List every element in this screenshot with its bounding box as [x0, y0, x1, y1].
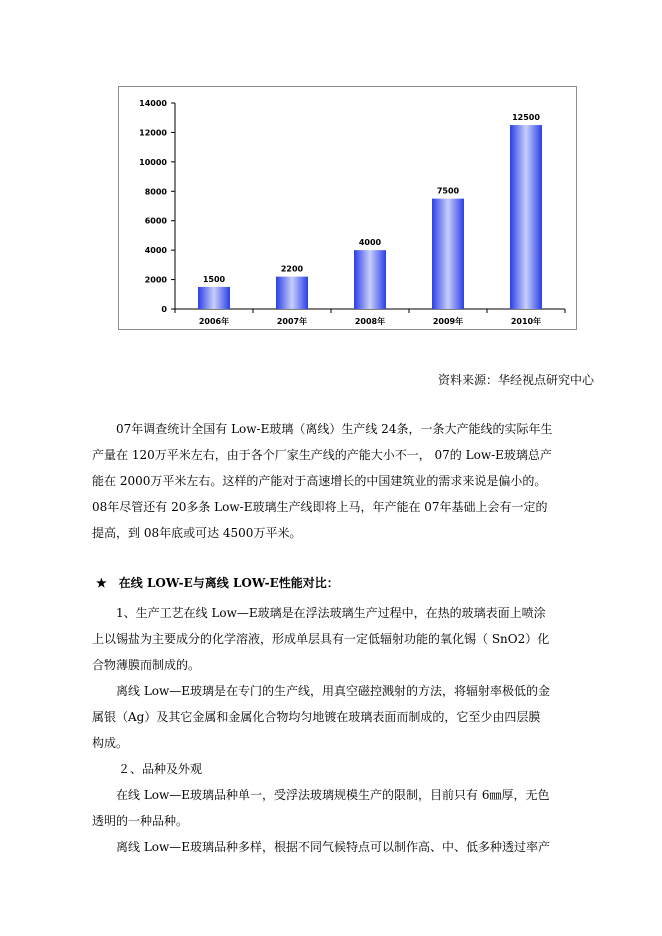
star-icon: ★ [96, 576, 107, 590]
text-line: 提高，到 08年底或可达 4500万平米。 [92, 526, 302, 540]
text-line: 能在 2000万平米左右。这样的产能对于高速增长的中国建筑业的需求来说是偏小的。 [92, 474, 547, 488]
text-line: 合物薄膜而制成的。 [92, 658, 201, 672]
text-line: 构成。 [92, 736, 129, 750]
bar [198, 287, 230, 309]
paragraph-varieties-heading [92, 756, 602, 782]
source-note: 资料来源：华经视点研究中心 [437, 373, 594, 387]
text-line: ２、品种及外观 [118, 762, 203, 776]
heading-text: 在线 LOW-E与离线 LOW-E性能对比： [118, 576, 339, 590]
text-line: 离线 Low—E玻璃品种多样，根据不同气候特点可以制作高、中、低多种透过率产 [116, 840, 551, 854]
y-tick-label: 2000 [144, 275, 167, 285]
text-line: 07年调查统计全国有 Low-E玻璃（离线）生产线 24条，一条大产能线的实际年生 [116, 422, 553, 436]
y-tick-label: 8000 [144, 187, 167, 197]
data-label: 4000 [358, 238, 382, 248]
text-line: 离线 Low—E玻璃是在专门的生产线，用真空磁控溅射的方法，将辐射率极低的金 [116, 684, 551, 698]
bar [510, 125, 542, 309]
text-line: 在线 Low—E玻璃品种单一，受浮法玻璃规模生产的限制，目前只有 6㎜厚，无色 [116, 788, 550, 802]
text-line: 1、生产工艺在线 Low—E玻璃是在浮法玻璃生产过程中，在热的玻璃表面上喷涂 [116, 606, 546, 620]
bar-chart [118, 86, 577, 330]
paragraph-offline-variety [92, 834, 602, 860]
data-label: 1500 [202, 274, 226, 284]
text-line: 上以锡盐为主要成分的化学溶液，形成单层具有一定低辐射功能的氧化锡（ SnO2）化 [92, 632, 550, 646]
paragraph-online-variety [92, 782, 602, 834]
paragraph-production-stats [92, 416, 602, 546]
y-tick-label: 12000 [139, 128, 167, 138]
paragraph-process [92, 600, 602, 678]
x-tick-label: 2007年 [276, 317, 308, 326]
data-label: 12500 [512, 113, 540, 123]
y-tick-label: 10000 [139, 157, 167, 167]
x-tick-label: 2010年 [510, 317, 542, 326]
y-tick-label: 4000 [144, 246, 167, 256]
y-tick-label: 6000 [144, 216, 167, 226]
x-tick-label: 2009年 [432, 317, 464, 326]
section-heading [96, 574, 339, 591]
x-tick-label: 2008年 [354, 317, 386, 326]
bar [354, 250, 386, 309]
text-line: 08年尽管还有 20多条 Low-E玻璃生产线即将上马，年产能在 07年基础上会有一定的 [92, 500, 548, 514]
data-label: 2200 [280, 264, 304, 274]
y-tick-label: 14000 [139, 99, 167, 108]
y-tick-label: 0 [161, 305, 167, 314]
paragraph-offline-process [92, 678, 602, 756]
bar [432, 199, 464, 309]
bar [276, 277, 308, 309]
text-line: 产量在 120万平米左右，由于各个厂家生产线的产能大小不一， 07的 Low-E玻璃总产 [92, 448, 552, 462]
x-tick-label: 2006年 [198, 317, 230, 326]
text-line: 透明的一种品种。 [92, 814, 189, 828]
bar-chart-svg [119, 87, 578, 331]
data-label: 7500 [436, 186, 460, 196]
text-line: 属银（Ag）及其它金属和金属化合物均匀地镀在玻璃表面而制成的，它至少由四层膜 [92, 710, 541, 724]
